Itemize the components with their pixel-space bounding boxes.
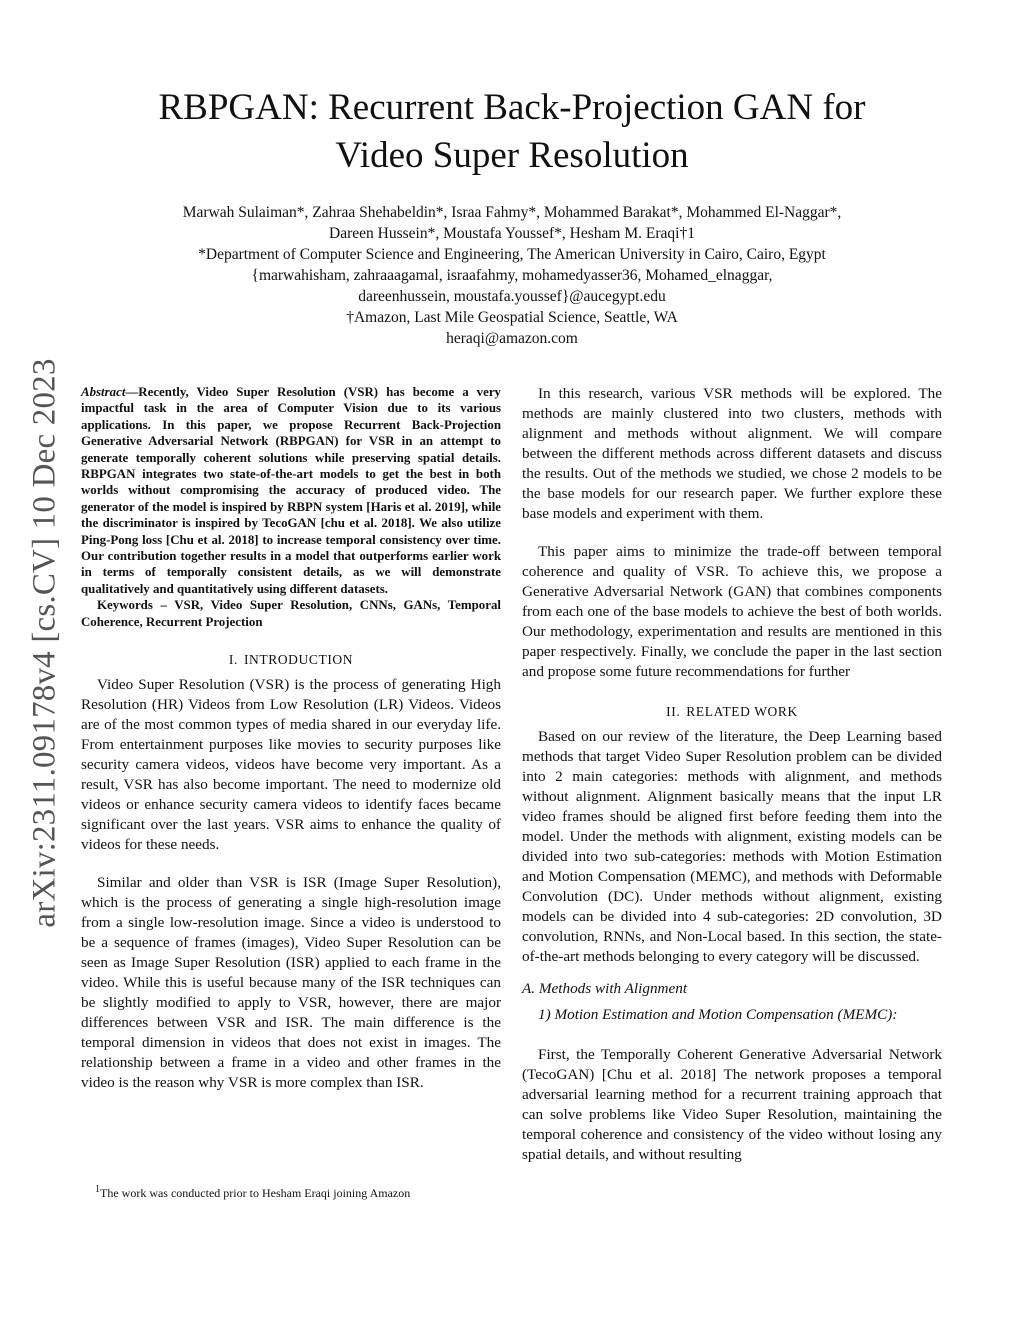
intro-paragraph-3: In this research, various VSR methods will be explored. The methods are mainly clustered into two clusters, methods with alignment and methods without alignment. We will compare between the different methods across different datasets and discuss the results. Out of the methods we studied, we chose 2 models to be the base models for our research paper. We further explore these base models and experiment with them. — [522, 385, 942, 522]
related-paragraph-2: First, the Temporally Coherent Generative Adversarial Network (TecoGAN) [Chu et al. 2018] The network proposes a temporal adversarial learning method for a recurrent training approach that can solve problems like Video Super Resolution, maintaining the temporal coherence and consistency of the video without losing any spatial details, and without resulting — [522, 1046, 942, 1163]
footnote-text: The work was conducted prior to Hesham Eraqi joining Amazon — [100, 1186, 411, 1200]
abstract-text: —Recently, Video Super Resolution (VSR) has become a very impactful task in the area of Computer Vision due to its various applications. In this paper, we propose Recurrent Back-Projection Generative Adversarial Network (RBPGAN) for VSR in an attempt to generate temporally coherent solutions while preserving spatial details. RBPGAN integrates two state-of-the-art models to get the best in both worlds without compromising the accuracy of produced video. The generator of the model is inspired by RBPN system [Haris et al. 2019], while the discriminator is inspired by TecoGAN [chu et al. 2018]. We also utilize Ping-Pong loss [Chu et al. 2018] to increase temporal consistency over time. Our contribution together results in a model that outperforms earlier work in terms of temporally consistent details, as we will demonstrate qualitatively and quantitatively using different datasets. — [81, 385, 501, 596]
related-paragraph-1: Based on our review of the literature, the Deep Learning based methods that target Video Super Resolution problem can be divided into 2 main categories: methods with alignment, and methods without alignment. Alignment basically means that the input LR video frames should be aligned first before feeding them into the model. Under the methods with alignment, existing models can be divided into two sub-categories: methods with Motion Estimation and Motion Compensation (MEMC), and methods with Deformable Convolution (DC). Under methods without alignment, existing models can be divided into 4 sub-categories: 2D convolution, 3D convolution, RNNs, and Non-Local based. In this section, the state-of-the-art methods belonging to every category will be discussed. — [522, 728, 942, 965]
footnote — [95, 1186, 410, 1201]
affiliation-amazon: †Amazon, Last Mile Geospatial Science, Seattle, WA — [346, 309, 678, 326]
intro-paragraph-1: Video Super Resolution (VSR) is the process of generating High Resolution (HR) Videos from Low Resolution (LR) Videos. Videos are of the most common types of media shared in our everyday life. From entertainment purposes like movies to security purposes like security camera videos, videos have become very important. As a result, VSR has also become important. The need to modernize old videos or enhance security camera videos to identify faces became significant over the last years. VSR aims to enhance the quality of videos for these needs. — [81, 676, 501, 854]
section-number: I. — [228, 652, 238, 668]
section-title: INTRODUCTION — [243, 652, 354, 668]
emails-line-2: dareenhussein, moustafa.youssef}@aucegypt.edu — [358, 288, 666, 305]
subsubsection-heading: 1) Motion Estimation and Motion Compensation (MEMC): — [538, 1006, 898, 1023]
arxiv-identifier — [24, 350, 66, 935]
email-amazon: heraqi@amazon.com — [446, 330, 578, 347]
section-heading-introduction — [81, 652, 501, 668]
abstract — [81, 384, 501, 597]
title-line-1: RBPGAN: Recurrent Back-Projection GAN for — [158, 87, 866, 128]
title-line-2: Video Super Resolution — [335, 135, 689, 176]
paper-title — [100, 84, 924, 180]
intro-paragraph-4: This paper aims to minimize the trade-off between temporal coherence and quality of VSR. To achieve this, we propose a Generative Adversarial Network (GAN) that combines components from each one of the base models to achieve the best of both worlds. Our methodology, experimentation and results are mentioned in this paper respectively. Finally, we conclude the paper in the last section and propose some future recommendations for further — [522, 543, 942, 680]
author-list-line-1: Marwah Sulaiman*, Zahraa Shehabeldin*, Israa Fahmy*, Mohammed Barakat*, Mohammed El-Naggar*, — [182, 204, 842, 221]
section-title: RELATED WORK — [686, 704, 798, 719]
keywords: Keywords – VSR, Video Super Resolution, CNNs, GANs, Temporal Coherence, Recurrent Projection — [81, 598, 501, 629]
arxiv-identifier-text: arXiv:2311.09178v4 [cs.CV] 10 Dec 2023 — [26, 357, 63, 928]
author-block — [100, 202, 924, 349]
author-list-line-2: Dareen Hussein*, Moustafa Youssef*, Hesham M. Eraqi†1 — [329, 225, 695, 242]
abstract-label: Abstract — [81, 385, 126, 399]
emails-line-1: {marwahisham, zahraaagamal, israafahmy, mohamedyasser36, Mohamed_elnaggar, — [251, 267, 773, 284]
right-column — [522, 384, 942, 1165]
section-heading-related-work — [522, 704, 942, 720]
affiliation-aucairo: *Department of Computer Science and Engineering, The American University in Cairo, Cairo, Egypt — [198, 246, 826, 263]
subsection-heading: A. Methods with Alignment — [522, 980, 688, 997]
footnote-marker: 1 — [95, 1184, 100, 1195]
section-number: II. — [666, 704, 681, 719]
left-column — [81, 384, 501, 1093]
intro-paragraph-2: Similar and older than VSR is ISR (Image Super Resolution), which is the process of generating a single high-resolution image from a single low-resolution image. Since a video is understood to be a sequence of frames (images), Video Super Resolution can be seen as Image Super Resolution (ISR) applied to each frame in the video. While this is useful because many of the ISR techniques can be slightly modified to apply to VSR, however, there are major differences between VSR and ISR. The main difference is the temporal dimension in videos that does not exist in images. The relationship between a frame in a video and other frames in the video is the reason why VSR is more complex than ISR. — [81, 874, 501, 1092]
